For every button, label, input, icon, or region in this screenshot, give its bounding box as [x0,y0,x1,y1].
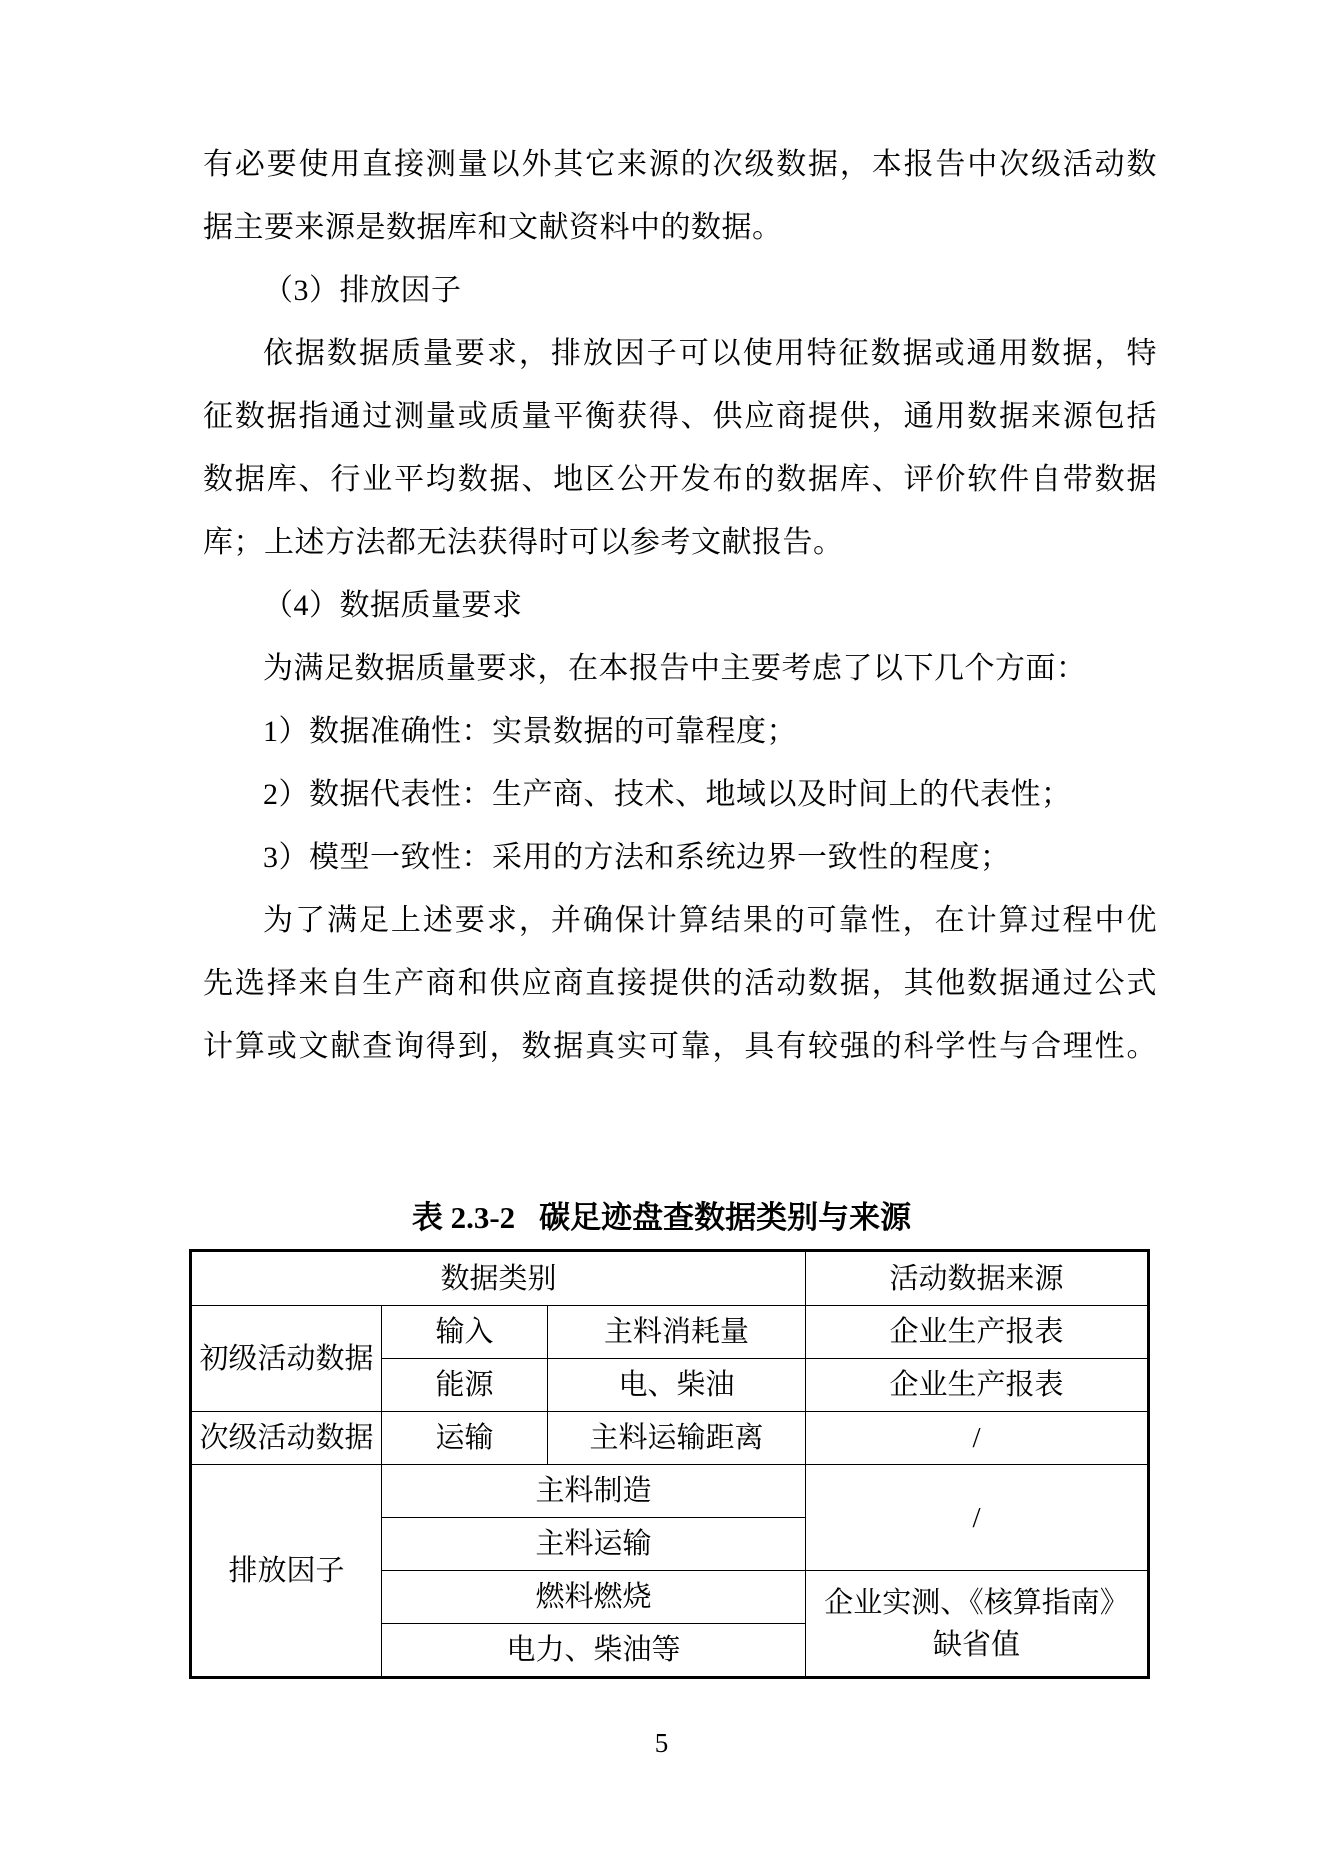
data-category-source-table [189,1249,1150,1679]
table-row [191,1465,1149,1518]
cell-transport-source: / [806,1412,1149,1465]
header-cell-category: 数据类别 [191,1251,806,1306]
body-line: 征数据指通过测量或质量平衡获得、供应商提供，通用数据来源包括 [203,400,1157,433]
cell-energy-type: 能源 [382,1359,548,1412]
body-text [203,0,1157,1078]
list-item-consistency: 3）模型一致性：采用的方法和系统边界一致性的程度； [263,841,1011,874]
table-header-row [191,1251,1149,1306]
list-item-accuracy: 1）数据准确性：实景数据的可靠程度； [263,715,797,748]
cell-emission-source-top: / [806,1465,1149,1571]
cell-transport-type: 运输 [382,1412,548,1465]
body-line: 数据库、行业平均数据、地区公开发布的数据库、评价软件自带数据 [203,463,1157,496]
table-caption [0,1198,1323,1238]
body-line: 依据数据质量要求，排放因子可以使用特征数据或通用数据，特 [263,337,1157,370]
body-line: 先选择来自生产商和供应商直接提供的活动数据，其他数据通过公式 [203,967,1157,1000]
cell-primary-label: 初级活动数据 [191,1306,382,1412]
cell-emission-item1: 主料制造 [382,1465,806,1518]
cell-input-source: 企业生产报表 [806,1306,1149,1359]
heading-data-quality: （4）数据质量要求 [263,589,523,622]
cell-energy-source: 企业生产报表 [806,1359,1149,1412]
cell-transport-item: 主料运输距离 [548,1412,806,1465]
header-cell-source: 活动数据来源 [806,1251,1149,1306]
table-row [191,1306,1149,1359]
table-row [191,1412,1149,1465]
body-line: 库；上述方法都无法获得时可以参考文献报告。 [203,526,844,559]
cell-emission-item2: 主料运输 [382,1518,806,1571]
cell-emission-item3: 燃料燃烧 [382,1571,806,1624]
body-line: 有必要使用直接测量以外其它来源的次级数据，本报告中次级活动数 [203,148,1157,181]
cell-emission-source-bottom: 企业实测、《核算指南》缺省值 [806,1571,1149,1678]
cell-emission-label: 排放因子 [191,1465,382,1678]
cell-energy-item: 电、柴油 [548,1359,806,1412]
list-item-representativeness: 2）数据代表性：生产商、技术、地域以及时间上的代表性； [263,778,1072,811]
heading-emission-factor: （3）排放因子 [263,274,462,307]
body-line: 据主要来源是数据库和文献资料中的数据。 [203,211,783,244]
table-caption-label: 表 2.3-2 [411,1200,516,1235]
cell-emission-item4: 电力、柴油等 [382,1624,806,1678]
cell-input-item: 主料消耗量 [548,1306,806,1359]
cell-input-type: 输入 [382,1306,548,1359]
body-line: 计算或文献查询得到，数据真实可靠，具有较强的科学性与合理性。 [203,1030,1157,1063]
body-line: 为满足数据质量要求，在本报告中主要考虑了以下几个方面： [263,652,1087,685]
body-line: 为了满足上述要求，并确保计算结果的可靠性，在计算过程中优 [263,904,1157,937]
cell-secondary-label: 次级活动数据 [191,1412,382,1465]
table-caption-title: 碳足迹盘查数据类别与来源 [539,1200,912,1235]
page-number: 5 [654,1728,669,1758]
